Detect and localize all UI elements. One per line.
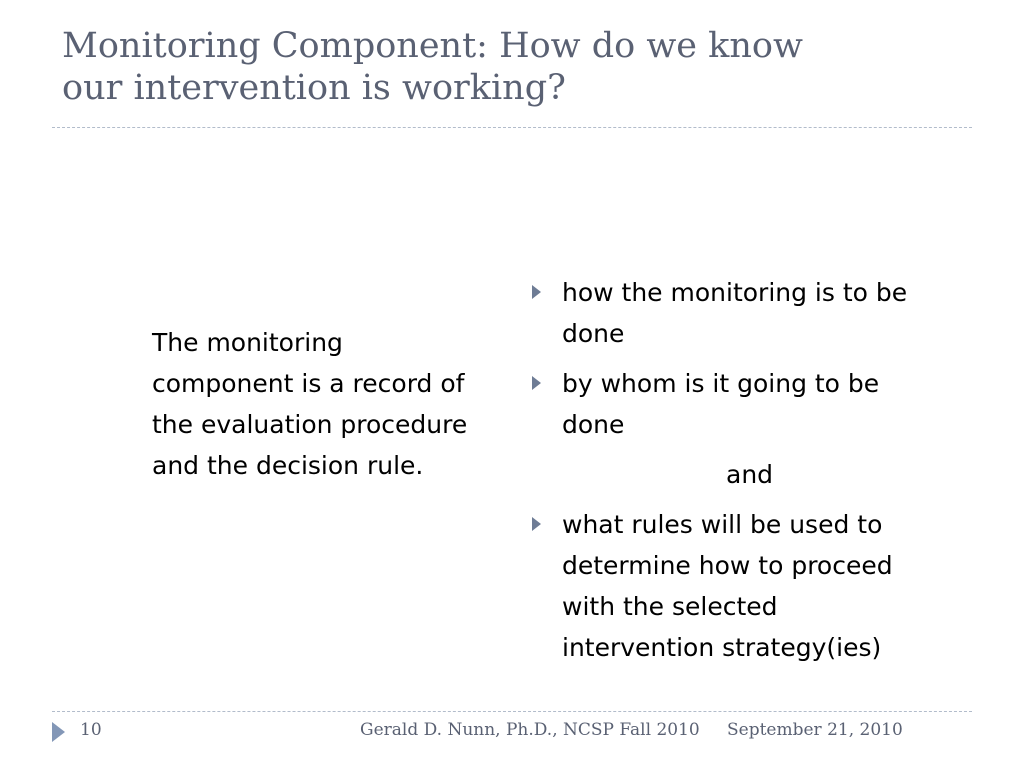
triangle-bullet-icon (532, 285, 541, 299)
bullet-item (530, 363, 990, 445)
triangle-bullet-icon (532, 376, 541, 390)
footer-author: Gerald D. Nunn, Ph.D., NCSP Fall 2010 (360, 720, 700, 740)
bullet-line: with the selected (562, 592, 778, 621)
bullet-line: what rules will be used to (562, 510, 883, 539)
triangle-bullet-icon (532, 517, 541, 531)
footer-divider (52, 711, 972, 712)
bullet-line: determine how to proceed (562, 551, 893, 580)
title-line-1: Monitoring Component: How do we know (62, 26, 803, 66)
left-text-line: the evaluation procedure (152, 410, 468, 439)
bullet-line: done (562, 319, 625, 348)
connector-text: and (726, 460, 774, 489)
bullet-line: how the monitoring is to be (562, 278, 908, 307)
page-number: 10 (80, 720, 102, 740)
bullet-line: done (562, 410, 625, 439)
left-text-line: and the decision rule. (152, 451, 424, 480)
bullet-line: by whom is it going to be (562, 369, 880, 398)
title-line-2: our intervention is working? (62, 67, 566, 108)
bullet-line: intervention strategy(ies) (562, 633, 882, 662)
left-text-line: The monitoring (152, 328, 343, 357)
left-text-line: component is a record of (152, 369, 465, 398)
footer-date: September 21, 2010 (727, 720, 903, 740)
triangle-arrow-icon (52, 722, 65, 742)
title-divider (52, 127, 972, 128)
bullet-item (530, 504, 990, 668)
bullet-list (530, 272, 990, 677)
left-body-text (152, 322, 522, 486)
slide-title (62, 26, 962, 109)
bullet-item (530, 272, 990, 354)
